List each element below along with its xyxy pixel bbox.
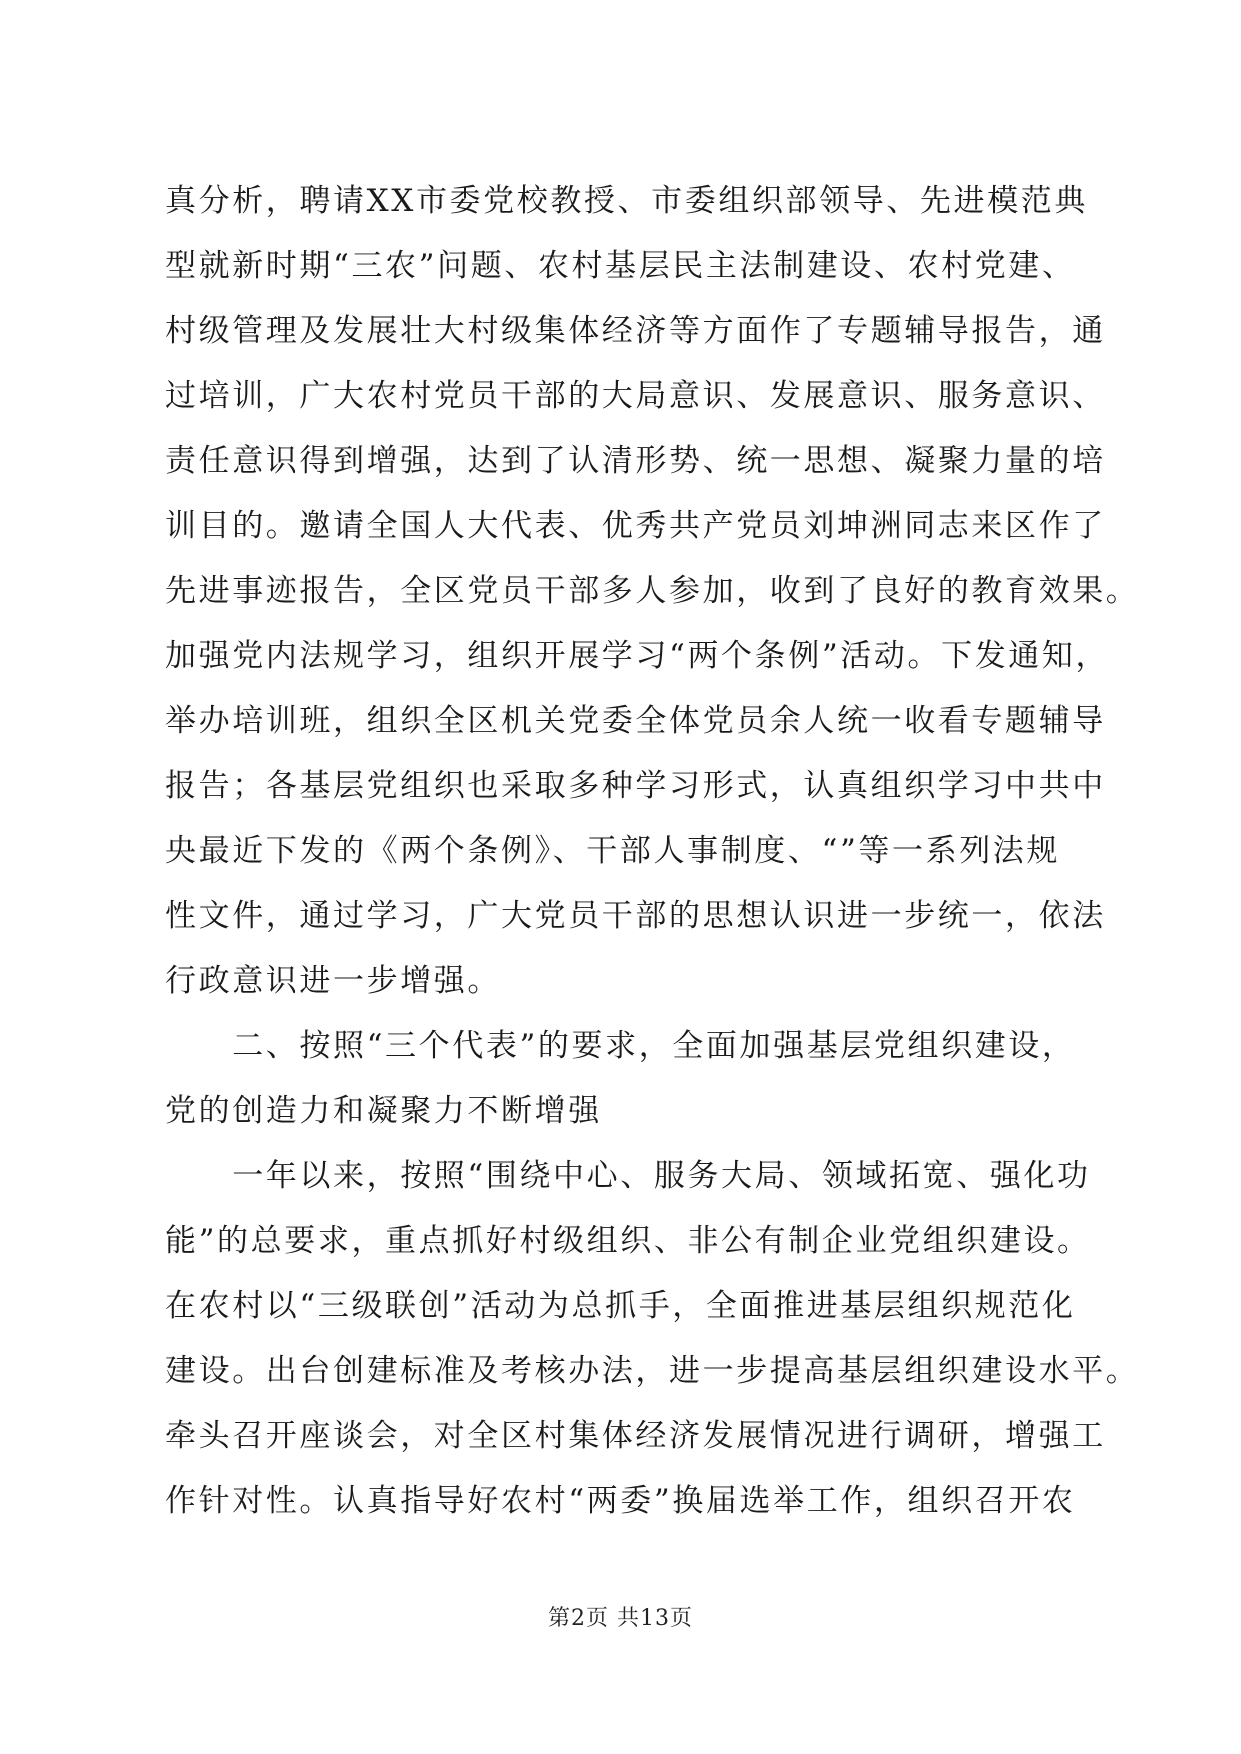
section-heading-line: 二、按照“三个代表”的要求，全面加强基层党组织建设， [165,1028,1076,1064]
body-text-line: 训目的。邀请全国人大代表、优秀共产党员刘坤洲同志来区作了 [165,508,1106,544]
body-text-line: 真分析，聘请XX市委党校教授、市委组织部领导、先进模范典 [165,183,1088,219]
body-text-line: 型就新时期“三农”问题、农村基层民主法制建设、农村党建、 [165,248,1076,284]
page-footer-number: 第2页 共13页 [548,1606,693,1631]
body-text-line: 责任意识得到增强，达到了认清形势、统一思想、凝聚力量的培 [165,443,1106,479]
body-text-line: 牵头召开座谈会，对全区村集体经济发展情况进行调研，增强工 [165,1418,1106,1454]
body-text-line: 性文件，通过学习，广大党员干部的思想认识进一步统一，依法 [165,898,1106,934]
body-text-line: 举办培训班，组织全区机关党委全体党员余人统一收看专题辅导 [165,703,1106,739]
body-text-line: 在农村以“三级联创”活动为总抓手，全面推进基层组织规范化 [165,1288,1076,1324]
body-text-line: 能”的总要求，重点抓好村级组织、非公有制企业党组织建设。 [165,1223,1091,1259]
body-text-line: 村级管理及发展壮大村级集体经济等方面作了专题辅导报告，通 [165,313,1106,349]
body-text-line: 一年以来，按照“围绕中心、服务大局、领域拓宽、强化功 [165,1158,1091,1194]
body-text-line: 央最近下发的《两个条例》、干部人事制度、“”等一系列法规 [165,833,1060,869]
body-text-line: 行政意识进一步增强。 [165,963,501,999]
body-text-line: 过培训，广大农村党员干部的大局意识、发展意识、服务意识、 [165,378,1106,414]
body-text-line: 建设。出台创建标准及考核办法，进一步提高基层组织建设水平。 [165,1353,1140,1389]
section-heading-line: 党的创造力和凝聚力不断增强 [165,1093,602,1129]
body-text-line: 先进事迹报告，全区党员干部多人参加，收到了良好的教育效果。 [165,573,1140,609]
body-text-line: 报告；各基层党组织也采取多种学习形式，认真组织学习中共中 [165,768,1106,804]
body-text-line: 加强党内法规学习，组织开展学习“两个条例”活动。下发通知， [165,638,1110,674]
body-text-line: 作针对性。认真指导好农村“两委”换届选举工作，组织召开农 [165,1483,1076,1519]
